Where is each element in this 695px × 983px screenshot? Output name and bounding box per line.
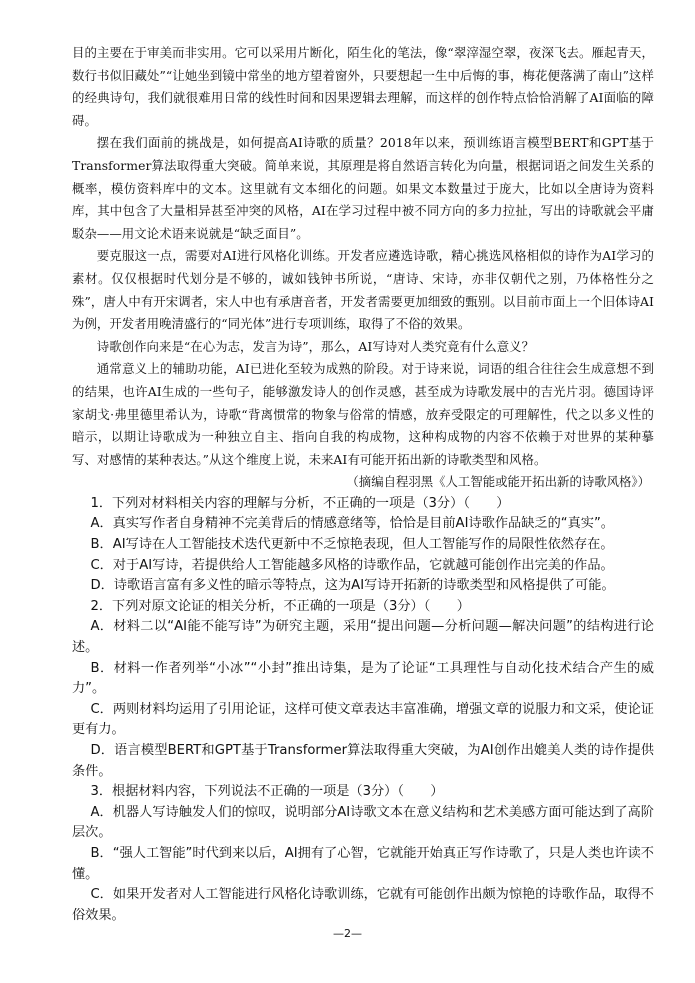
question-3-option-a: A．机器人写诗触发人们的惊叹，说明部分AI诗歌文本在意义结构和艺术美感方面可能达到了高阶层次。	[72, 804, 654, 841]
reading-passage	[72, 42, 654, 471]
question-2-option-c: C．两则材料均运用了引用论证，这样可使文章表达丰富准确，增强文章的说服力和文采，使论证更有力。	[72, 701, 654, 738]
passage-paragraph-4: 诗歌创作向来是“在心为志，发言为诗”，那么，AI写诗对人类究竟有什么意义？	[96, 338, 535, 354]
question-1-stem: 1．下列对材料相关内容的理解与分析，不正确的一项是（3分）（ ）	[90, 495, 510, 511]
passage-paragraph-3: 要克服这一点，需要对AI进行风格化训练。开发者应遴选诗歌，精心挑选风格相似的诗作为AI学习的素材。仅仅根据时代划分是不够的，诚如钱钟书所说，“唐诗、宋诗，亦非仅朝代之别，乃体格性分之殊”，唐人中有开宋调者，宋人中也有承唐音者，开发者需要更加细致的甄别。以目前市面上一个旧体诗AI为例，开发者用晚清盛行的“同光体”进行专项训练，取得了不俗的效果。	[72, 248, 654, 332]
question-2-option-b: B．材料一作者列举“小冰”“小封”推出诗集，是为了论证“工具理性与自动化技术结合产生的威力”。	[72, 660, 654, 697]
question-1-option-b: B．AI写诗在人工智能技术迭代更新中不乏惊艳表现，但人工智能写作的局限性依然存在。	[90, 537, 614, 553]
page-number: —2—	[333, 927, 362, 940]
question-1-option-d: D．诗歌语言富有多义性的暗示等特点，这为AI写诗开拓新的诗歌类型和风格提供了可能。	[90, 578, 615, 594]
question-1-option-c: C．对于AI写诗，若提供给人工智能越多风格的诗歌作品，它就越可能创作出完美的作品。	[90, 557, 614, 573]
question-2-option-d: D．语言模型BERT和GPT基于Transformer算法取得重大突破，为AI创作出媲美人类的诗作提供条件。	[72, 743, 654, 779]
question-2-stem: 2．下列对原文论证的相关分析，不正确的一项是（3分）（ ）	[90, 598, 470, 614]
question-3-stem: 3．根据材料内容，下列说法不正确的一项是（3分）（ ）	[90, 784, 444, 800]
passage-paragraph-5: 通常意义上的辅助功能，AI已进化至较为成熟的阶段。对于诗来说，词语的组合往往会生成意想不到的结果，也许AI生成的一些句子，能够激发诗人的创作灵感，甚至成为诗歌发展中的吉光片羽。德国诗评家胡戈·弗里德里希认为，诗歌“背离惯常的物象与俗常的情感，放弃受限定的可理解性，代之以多义性的暗示，以期让诗歌成为一种独立自主、指向自我的构成物，这种构成物的内容不依赖于对世界的某种摹写、对感情的某种表达。”从这个维度上说，未来AI有可能开拓出新的诗歌类型和风格。	[72, 361, 654, 467]
passage-source: （摘编自程羽黑《人工智能或能开拓出新的诗歌风格》）	[346, 474, 650, 490]
question-3-option-c: C．如果开发者对人工智能进行风格化诗歌训练，它就有可能创作出颇为惊艳的诗歌作品，取得不俗效果。	[72, 887, 654, 923]
question-1-option-a: A．真实写作者自身精神不完美背后的情感意绪等，恰恰是目前AI诗歌作品缺乏的“真实”。	[90, 516, 614, 532]
page-content	[72, 42, 654, 926]
passage-paragraph-2: 摆在我们面前的挑战是，如何提高AI诗歌的质量？2018年以来，预训练语言模型BERT和GPT基于Transformer算法取得重大突破。简单来说，其原理是将自然语言转化为向量，根据词语之间发生关系的概率，模仿资料库中的文本。这里就有文本细化的问题。如果文本数量过于庞大，比如以全唐诗为资料库，其中包含了大量相异甚至冲突的风格，AI在学习过程中被不同方向的多力拉扯，写出的诗歌就会平庸駁杂——用文论术语来说就是“缺乏面目”。	[72, 135, 654, 241]
question-section	[72, 494, 654, 926]
question-3-option-b: B．“强人工智能”时代到来以后，AI拥有了心智，它就能开始真正写作诗歌了，只是人类也许读不懂。	[72, 845, 654, 882]
passage-paragraph-1: 目的主要在于审美而非实用。它可以采用片断化，陌生化的笔法，像“翠滓湿空翠，夜深飞去。雁起青天，数行书似旧藏处”“让她坐到镜中常坐的地方望着窗外，只要想起一生中后悔的事，梅花便落满了南山”这样的经典诗句，我们就很难用日常的线性时间和因果逻辑去理解，而这样的创作特点恰恰消解了AI面临的障碍。	[72, 45, 654, 128]
question-2-option-a: A．材料二以“AI能不能写诗”为研究主题，采用“提出问题—分析问题—解决问题”的结构进行论述。	[72, 619, 654, 656]
